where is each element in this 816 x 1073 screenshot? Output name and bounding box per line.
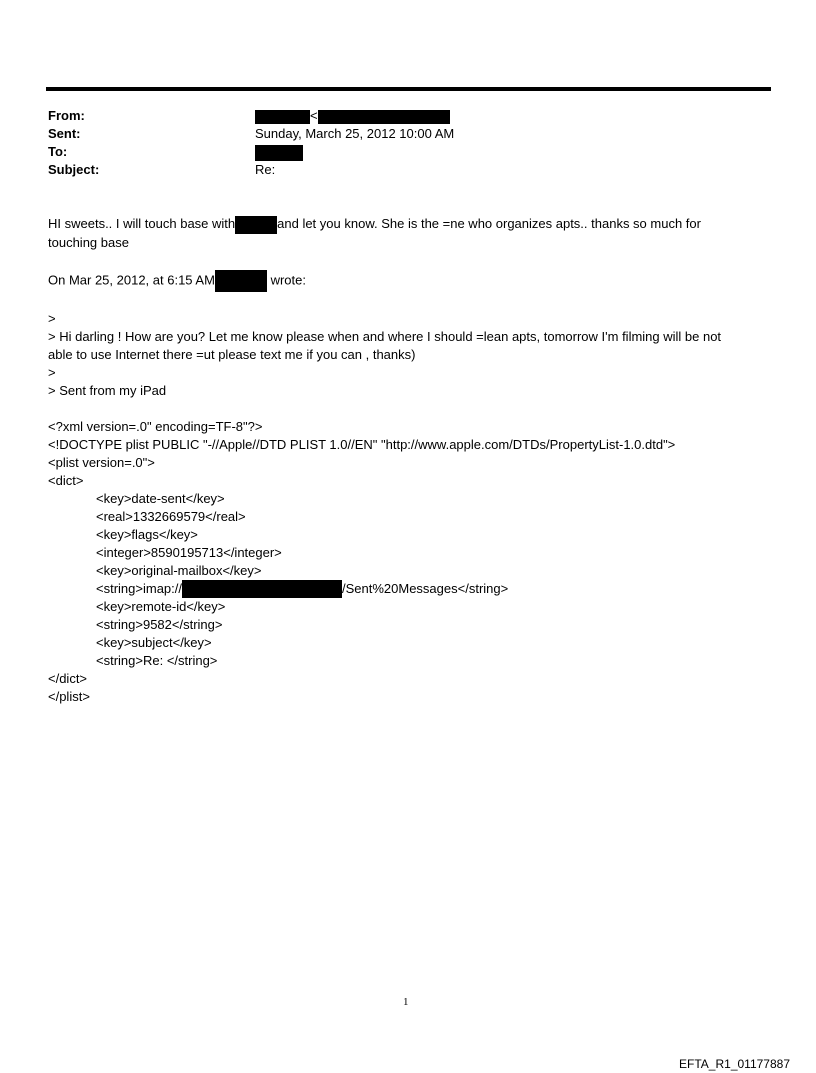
redaction-block (215, 270, 267, 292)
plist-line: <key>remote-id</key> (96, 599, 226, 615)
subject-label: Subject: (48, 162, 100, 177)
plist-line: <string>9582</string> (96, 617, 223, 633)
quoted-line: > Hi darling ! How are you? Let me know please when and where I should =lean apts, tomorrow I'm filming will be not (48, 328, 722, 344)
redaction-block (182, 580, 342, 598)
page-number: 1 (403, 996, 409, 1008)
plist-line: <key>original-mailbox</key> (96, 562, 262, 578)
document-id: EFTA_R1_01177887 (679, 1057, 790, 1071)
plist-line: <key>subject</key> (96, 635, 212, 651)
plist-line: <key>flags</key> (96, 526, 198, 542)
from-value (255, 108, 450, 124)
from-label: From: (48, 108, 85, 123)
plist-line: <plist version=.0"> (48, 454, 155, 470)
redaction-block (255, 145, 303, 161)
from-value-tail: < (310, 108, 318, 123)
redaction-block (318, 110, 450, 124)
attribution-wrote: wrote: (270, 272, 306, 287)
plist-line: <key>date-sent</key> (96, 490, 225, 506)
subject-value: Re: (255, 162, 276, 177)
email-body (48, 215, 768, 706)
redaction-block (235, 216, 277, 234)
plist-line: <integer>8590195713</integer> (96, 544, 282, 560)
to-value (255, 144, 303, 161)
quoted-line: > (48, 364, 56, 380)
quoted-line: able to use Internet there =ut please text me if you can , thanks) (48, 346, 416, 362)
to-label: To: (48, 144, 68, 159)
plist-block (48, 418, 768, 707)
plist-line: <real>1332669579</real> (96, 508, 246, 524)
plist-line: <dict> (48, 472, 84, 488)
plist-line: </dict> (48, 671, 88, 687)
sent-value: Sunday, March 25, 2012 10:00 AM (255, 126, 455, 141)
reply-paragraph (48, 215, 768, 234)
top-rule (46, 87, 771, 91)
reply-text-b: and let you know. She is the =ne who organizes apts.. thanks so much for (277, 216, 701, 231)
plist-line: <!DOCTYPE plist PUBLIC "-//Apple//DTD PLIST 1.0//EN" "http://www.apple.com/DTDs/PropertyList-1.0.dtd"> (48, 436, 676, 452)
reply-text-a: HI sweets.. I will touch base with (48, 216, 236, 231)
quoted-line: > Sent from my iPad (48, 382, 167, 398)
plist-line: <string>Re: </string> (96, 653, 218, 669)
attribution-text: On Mar 25, 2012, at 6:15 AM (48, 272, 215, 287)
quote-attribution (48, 270, 768, 292)
reply-line-2: touching base (48, 234, 129, 250)
sent-label: Sent: (48, 126, 81, 141)
plist-line: </plist> (48, 689, 90, 705)
redaction-block (255, 110, 310, 124)
plist-text: <string>imap:// (96, 580, 182, 596)
plist-line: <?xml version=.0" encoding=TF-8"?> (48, 418, 263, 434)
plist-text: /Sent%20Messages</string> (342, 580, 509, 596)
plist-line (48, 580, 768, 599)
quoted-line: > (48, 310, 56, 326)
